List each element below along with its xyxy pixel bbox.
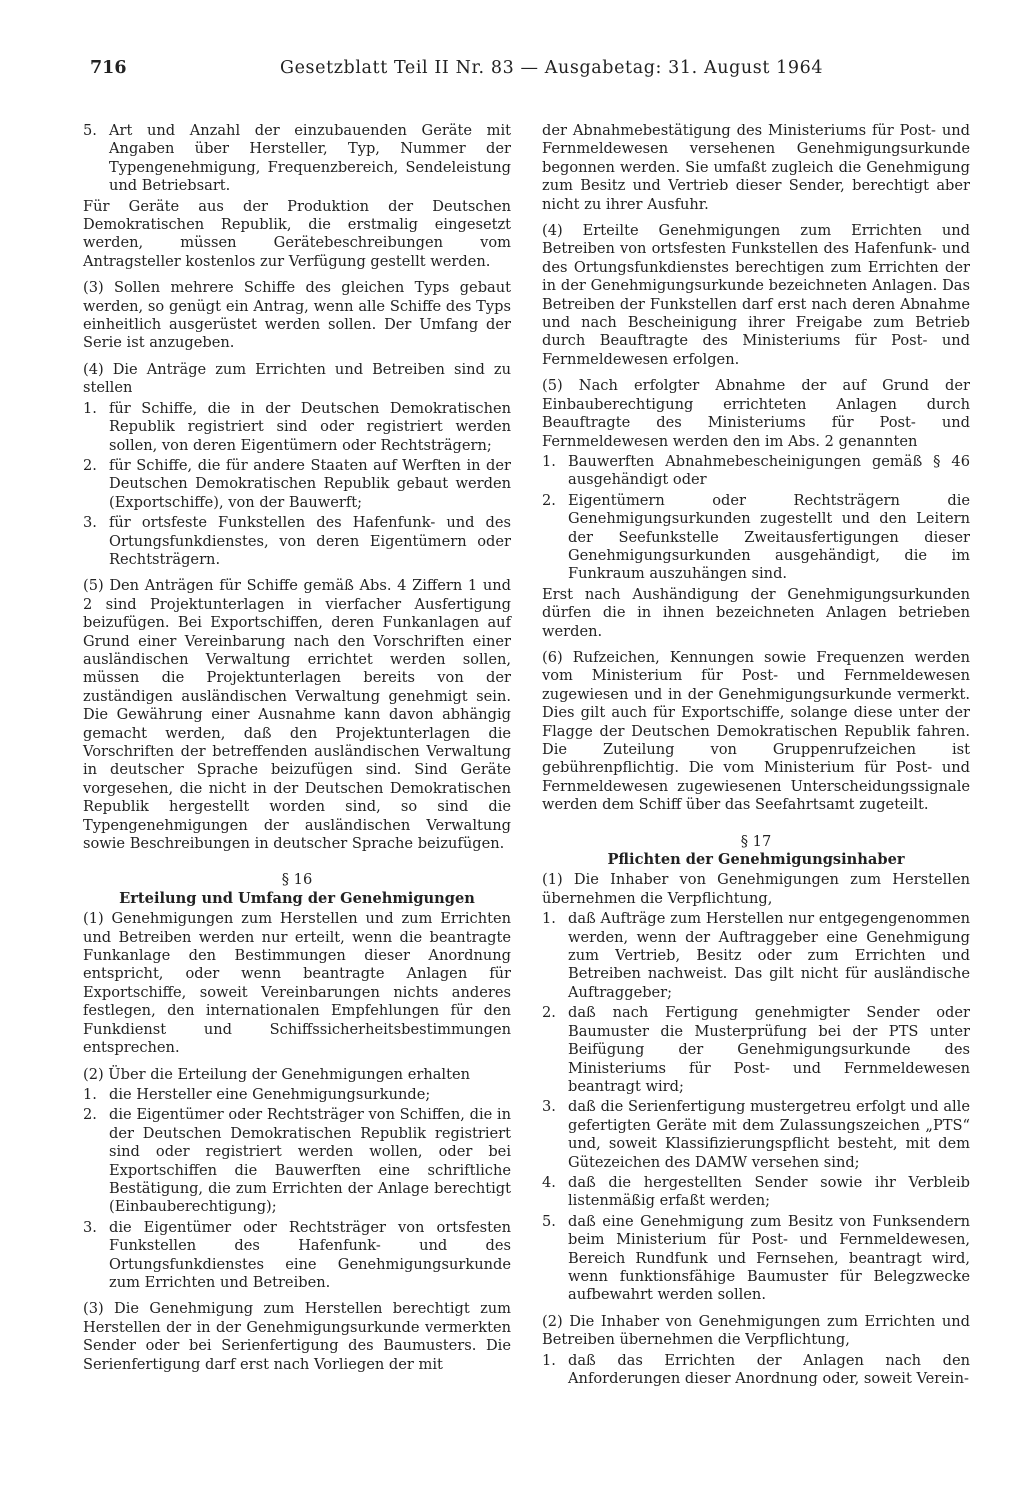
paragraph: der Abnahmebestätigung des Ministeriums für Post- und Fernmeldewesen versehenen Genehmigungsurkunde begonnen werden. Sie umfaßt zugleich die Genehmigung zum Besitz und Vertrieb dieser Sender, berechtigt aber nicht zu ihrer Ausfuhr. [542,122,970,213]
paragraph: (5) Nach erfolgter Abnahme der auf Grund der Einbauberechtigung errichteten Anlagen durch Beauftragte des Ministeriums für Post- und Fernmeldewesen werden den im Abs. 2 genannten [542,377,970,450]
page-header [90,58,950,78]
paragraph: (3) Die Genehmigung zum Herstellen berechtigt zum Herstellen der in der Genehmigungsurkunde vermerkten Sender oder bei Serienfertigung des Baumusters. Die Serienfertigung darf erst nach Vorliegen der mit [83,1300,511,1373]
left-column [83,122,511,1382]
list-item: 5. Art und Anzahl der einzubauenden Geräte mit Angaben über Hersteller, Typ, Nummer der Typengenehmigung, Frequenzbereich, Sendeleistung und Betriebsart. [83,122,511,195]
list-item: 3. daß die Serienfertigung mustergetreu erfolgt und alle gefertigten Geräte mit dem Zulassungszeichen „PTS“ und, soweit Klassifizierungspflicht besteht, mit dem Gütezeichen des DAMW versehen sind; [542,1098,970,1171]
header-title: Gesetzblatt Teil II Nr. 83 — Ausgabetag: 31. August 1964 [280,58,824,78]
section-number: § 17 [740,832,772,850]
paragraph: (1) Die Inhaber von Genehmigungen zum Herstellen übernehmen die Verpflichtung, [542,871,970,907]
list-item: 3. für ortsfeste Funkstellen des Hafenfunk- und des Ortungsfunkdienstes, von deren Eigentümern oder Rechtsträgern. [83,514,511,568]
list-item: 5. daß eine Genehmigung zum Besitz von Funksendern beim Ministerium für Post- und Fernmeldewesen, Bereich Rundfunk und Fernsehen, beantragt wird, wenn funktionsfähige Baumuster für Belegzwecke aufbewahrt werden sollen. [542,1212,970,1304]
paragraph: Für Geräte aus der Produktion der Deutschen Demokratischen Republik, die erstmalig eingesetzt werden, müssen Gerätebeschreibungen vom Antragsteller kostenlos zur Verfügung gestellt werden. [83,197,511,270]
paragraph: (5) Den Anträgen für Schiffe gemäß Abs. 4 Ziffern 1 und 2 sind Projektunterlagen in vierfacher Ausfertigung beizufügen. Bei Exportschiffen, deren Funkanlagen auf Grund einer Vereinbarung nach den Vorschriften einer ausländischen Verwaltung errichtet werden sollen, müssen die Projektunterlagen bereits von der zuständigen ausländischen Verwaltung genehmigt sein. Die Gewährung einer Ausnahme kann davon abhängig gemacht werden, daß den Projektunterlagen die Vorschriften der betreffenden ausländischen Verwaltung in deutscher Sprache beizufügen sind. Sind Geräte vorgesehen, die nicht in der Deutschen Demokratischen Republik hergestellt worden sind, so sind die Typengenehmigungen der ausländischen Verwaltung sowie Beschreibungen in deutscher Sprache beizufügen. [83,577,511,853]
list-item: 1. für Schiffe, die in der Deutschen Demokratischen Republik registriert sind oder registriert werden sollen, von deren Eigentümern oder Rechtsträgern; [83,399,511,454]
list-item: 1. Bauwerften Abnahmebescheinigungen gemäß § 46 ausgehändigt oder [542,452,970,489]
paragraph: (4) Erteilte Genehmigungen zum Errichten und Betreiben von ortsfesten Funkstellen des Hafenfunk- und des Ortungsfunkdienstes berechtigen zum Errichten der in der Genehmigungsurkunde bezeichneten Anlagen. Das Betreiben der Funkstellen darf erst nach deren Abnahme und nach Bescheinigung ihrer Freigabe zum Betrieb durch Beauftragte des Ministeriums für Post- und Fernmeldewesen erfolgen. [542,222,970,368]
paragraph: (6) Rufzeichen, Kennungen sowie Frequenzen werden vom Ministerium für Post- und Fernmeldewesen zugewiesen und in der Genehmigungsurkunde vermerkt. Dies gilt auch für Exportschiffe, solange diese unter der Flagge der Deutschen Demokratischen Republik fahren. Die Zuteilung von Gruppenrufzeichen ist gebührenpflichtig. Die vom Ministerium für Post- und Fernmeldewesen zugewiesenen Unterscheidungssignale werden dem Schiff über das Seefahrtsamt zugeteilt. [542,648,970,814]
list-item: 1. daß das Errichten der Anlagen nach den Anforderungen dieser Anordnung oder, soweit Verein- [542,1351,970,1387]
right-column [542,122,970,1390]
list-item: 2. für Schiffe, die für andere Staaten auf Werften in der Deutschen Demokratischen Republik gebaut werden (Exportschiffe), von der Bauwerft; [83,456,511,511]
paragraph: Erst nach Aushändigung der Genehmigungsurkunden dürfen die in ihnen bezeichneten Anlagen betrieben werden. [542,585,970,640]
paragraph: (2) Die Inhaber von Genehmigungen zum Errichten und Betreiben übernehmen die Verpflichtung, [542,1312,970,1349]
page-number: 716 [90,58,127,78]
section-title: Pflichten der Genehmigungsinhaber [607,851,905,869]
paragraph: (3) Sollen mehrere Schiffe des gleichen Typs gebaut werden, so genügt ein Antrag, wenn alle Schiffe des Typs einheitlich ausgerüstet werden sollen. Der Umfang der Serie ist anzugeben. [83,279,511,352]
list-item: 1. die Hersteller eine Genehmigungsurkunde; [83,1085,431,1103]
list-item: 3. die Eigentümer oder Rechtsträger von ortsfesten Funkstellen des Hafenfunk- und des Ortungsfunkdienstes eine Genehmigungsurkunde zum Errichten und Betreiben. [83,1218,511,1291]
section-title: Erteilung und Umfang der Genehmigungen [119,889,475,907]
paragraph: (1) Genehmigungen zum Herstellen und zum Errichten und Betreiben werden nur erteilt, wenn die beantragte Funkanlage den Bestimmungen dieser Anordnung entspricht, oder wenn beantragte Anlagen für Exportschiffe, soweit Vereinbarungen nichts anderes festlegen, den internationalen Empfehlungen für den Funkdienst und Schiffssicherheitsbestimmungen entsprechen. [83,910,511,1057]
list-item: 2. die Eigentümer oder Rechtsträger von Schiffen, die in der Deutschen Demokratischen Republik registriert sind oder registriert werden wollen, oder bei Exportschiffen die Bauwerften eine schriftliche Bestätigung, die zum Errichten der Anlage berechtigt (Einbauberechtigung); [83,1106,511,1216]
paragraph: (2) Über die Erteilung der Genehmigungen erhalten [83,1065,470,1083]
list-item: 4. daß die hergestellten Sender sowie ihr Verbleib listenmäßig erfaßt werden; [542,1173,970,1210]
section-number: § 16 [281,871,313,889]
list-item: 2. Eigentümern oder Rechtsträgern die Genehmigungsurkunden zugestellt und den Leitern der Seefunkstelle Zweitausfertigungen dieser Genehmigungsurkunden ausgehändigt, die im Funkraum auszuhängen sind. [542,491,970,583]
paragraph: (4) Die Anträge zum Errichten und Betreiben sind zu stellen [83,360,511,397]
list-item: 1. daß Aufträge zum Herstellen nur entgegengenommen werden, wenn der Auftraggeber eine Genehmigung zum Vertrieb, Besitz oder zum Errichten und Betreiben nachweist. Das gilt nicht für ausländische Auftraggeber; [542,910,970,1001]
list-item: 2. daß nach Fertigung genehmigter Sender oder Baumuster die Musterprüfung bei der PTS unter Beifügung der Genehmigungsurkunde des Ministeriums für Post- und Fernmeldewesen beantragt wird; [542,1004,970,1095]
